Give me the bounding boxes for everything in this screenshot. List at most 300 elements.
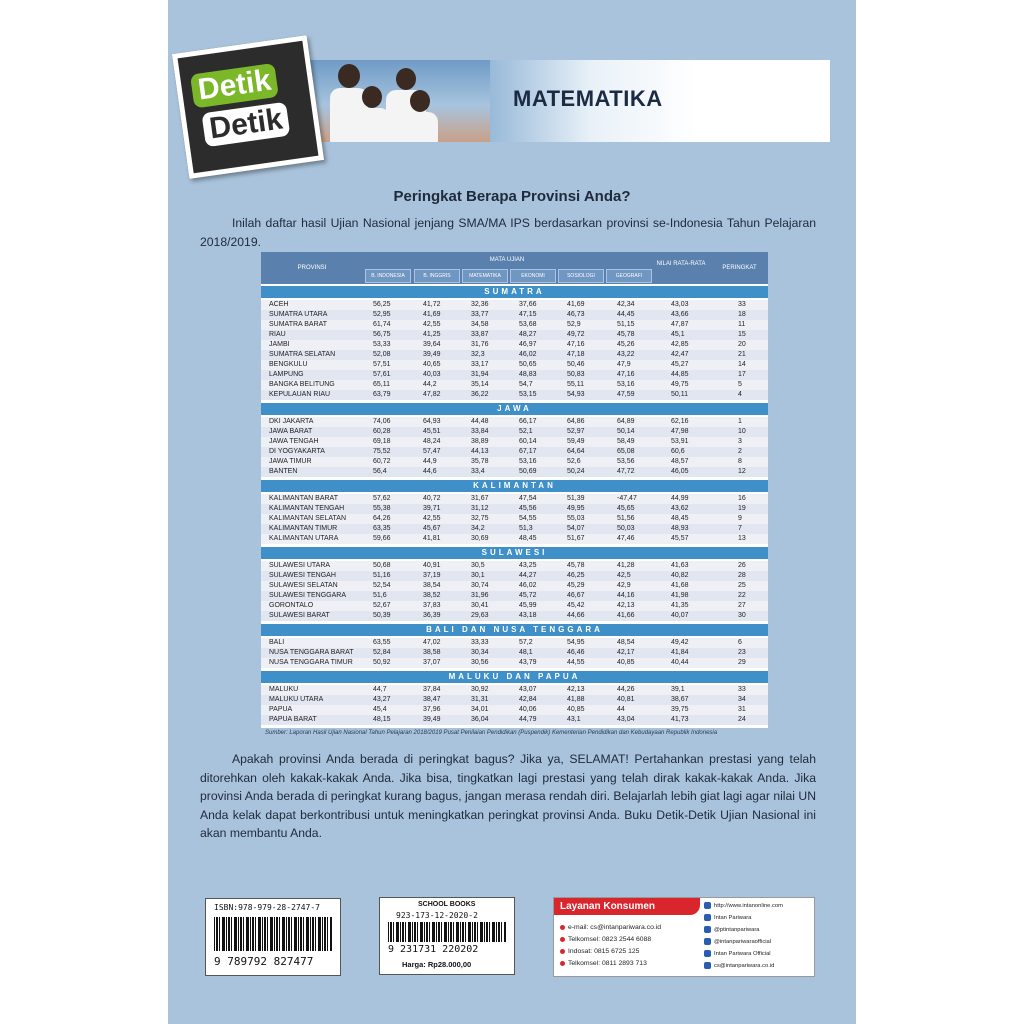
score-cell: 45,27 <box>671 361 689 368</box>
score-cell: 43,03 <box>671 301 689 308</box>
score-cell: 30,92 <box>471 686 489 693</box>
score-cell: 41,25 <box>423 331 441 338</box>
score-cell: 52,54 <box>373 582 391 589</box>
score-cell: 47,82 <box>423 391 441 398</box>
detik-detik-logo <box>172 35 324 179</box>
score-cell: 45,67 <box>423 525 441 532</box>
score-cell: 46,25 <box>567 572 585 579</box>
score-cell: 42,55 <box>423 321 441 328</box>
table-row <box>261 330 768 340</box>
score-cell: 38,52 <box>423 592 441 599</box>
score-cell: 53,91 <box>671 438 689 445</box>
score-cell: 57,61 <box>373 371 391 378</box>
score-cell: 35,14 <box>471 381 489 388</box>
score-cell: 31,76 <box>471 341 489 348</box>
score-cell: 46,02 <box>519 351 537 358</box>
province-name: SUMATRA UTARA <box>269 311 328 318</box>
score-cell: 39,1 <box>671 686 685 693</box>
score-cell: 50,69 <box>519 468 537 475</box>
score-cell: 39,49 <box>423 351 441 358</box>
score-cell: 50,39 <box>373 612 391 619</box>
score-cell: 33,77 <box>471 311 489 318</box>
score-cell: 51,16 <box>373 572 391 579</box>
score-cell: 4 <box>738 391 742 398</box>
subject-title: MATEMATIKA <box>513 86 663 111</box>
score-cell: 26 <box>738 562 746 569</box>
score-cell: 37,07 <box>423 659 441 666</box>
closing-paragraph: Apakah provinsi Anda berada di peringkat bagus? Jika ya, SELAMAT! Pertahankan prestasi yang telah ditorehkan oleh kakak-kakak Anda. Jika bisa, tingkatkan lagi prestasi yang telah dirak kakak-kakak Anda. Jika provinsi Anda berada di peringkat kurang bagus, jangan merasa rendah diri. Belajarlah lebih giat lagi agar nilai UN Anda kelak dapat berkontribusi untuk meningkatkan peringkat provinsi Anda. Buku Detik-Detik Ujian Nasional ini akan membantu Anda. <box>200 752 816 841</box>
score-cell: 33 <box>738 301 746 308</box>
score-cell: 41,35 <box>671 602 689 609</box>
table-row <box>261 715 768 725</box>
score-cell: 42,47 <box>671 351 689 358</box>
score-cell: 37,83 <box>423 602 441 609</box>
score-cell: 30,41 <box>471 602 489 609</box>
province-name: MALUKU <box>269 686 299 693</box>
score-cell: 50,92 <box>373 659 391 666</box>
score-cell: 30,34 <box>471 649 489 656</box>
score-cell: 47,18 <box>567 351 585 358</box>
score-cell: 47,54 <box>519 495 537 502</box>
province-name: KALIMANTAN TENGAH <box>269 505 345 512</box>
table-row <box>261 534 768 544</box>
score-cell: 40,82 <box>671 572 689 579</box>
province-name: SULAWESI UTARA <box>269 562 331 569</box>
score-cell: 45,42 <box>567 602 585 609</box>
header-peringkat: PERINGKAT <box>722 265 757 271</box>
score-cell: 11 <box>738 321 746 328</box>
score-cell: 51,56 <box>617 515 635 522</box>
province-name: GORONTALO <box>269 602 314 609</box>
school-barcode <box>379 897 515 975</box>
score-cell: 36,04 <box>471 716 489 723</box>
contact-line: Indosat: 0815 6725 125 <box>560 948 639 955</box>
score-cell: 42,55 <box>423 515 441 522</box>
score-cell: 33,84 <box>471 428 489 435</box>
score-cell: 53,68 <box>519 321 537 328</box>
phone-icon <box>560 925 565 930</box>
score-cell: 31,94 <box>471 371 489 378</box>
score-cell: 45,72 <box>519 592 537 599</box>
social-icon <box>704 962 711 969</box>
score-cell: 48,24 <box>423 438 441 445</box>
students-photo <box>300 60 490 142</box>
score-cell: 60,6 <box>671 448 685 455</box>
table-row <box>261 447 768 457</box>
score-cell: 16 <box>738 495 746 502</box>
score-cell: 44,55 <box>567 659 585 666</box>
score-cell: 64,64 <box>567 448 585 455</box>
score-cell: 50,24 <box>567 468 585 475</box>
score-cell: 48,45 <box>671 515 689 522</box>
table-row <box>261 467 768 477</box>
score-cell: 15 <box>738 331 746 338</box>
score-cell: 46,02 <box>519 582 537 589</box>
province-name: KALIMANTAN UTARA <box>269 535 339 542</box>
score-cell: 41,81 <box>423 535 441 542</box>
score-cell: 30,5 <box>471 562 485 569</box>
province-name: PAPUA <box>269 706 293 713</box>
table-row <box>261 705 768 715</box>
score-cell: 50,11 <box>671 391 688 398</box>
score-cell: 48,57 <box>671 458 689 465</box>
score-cell: 64,89 <box>617 418 635 425</box>
score-cell: 42,17 <box>617 649 635 656</box>
province-name: BANTEN <box>269 468 298 475</box>
score-cell: 42,84 <box>519 696 537 703</box>
table-source: Sumber: Laporan Hasil Ujian Nasional Tahun Pelajaran 2018/2019 Pusat Penilaian Pendidikan (Puspendik) Kementerian Pendidikan dan Kebudayaan Republik Indonesia <box>265 730 718 736</box>
score-cell: 64,26 <box>373 515 391 522</box>
province-name: SUMATRA SELATAN <box>269 351 336 358</box>
score-cell: 46,46 <box>567 649 585 656</box>
score-cell: 65,08 <box>617 448 635 455</box>
score-cell: 53,16 <box>617 381 635 388</box>
table-row <box>261 340 768 350</box>
score-cell: 38,89 <box>471 438 489 445</box>
score-cell: 45,65 <box>617 505 635 512</box>
score-cell: 62,16 <box>671 418 689 425</box>
score-cell: 66,17 <box>519 418 537 425</box>
score-cell: 52,67 <box>373 602 391 609</box>
score-cell: 36,22 <box>471 391 489 398</box>
table-row <box>261 648 768 658</box>
table-row <box>261 685 768 695</box>
customer-service-title: Layanan Konsumen <box>554 898 700 915</box>
table-row <box>261 457 768 467</box>
score-cell: 44,13 <box>471 448 489 455</box>
score-cell: 47,59 <box>617 391 635 398</box>
score-cell: 45,1 <box>671 331 685 338</box>
score-cell: 36,39 <box>423 612 441 619</box>
score-cell: 31,96 <box>471 592 489 599</box>
score-cell: 45,57 <box>671 535 689 542</box>
score-cell: 20 <box>738 341 746 348</box>
score-cell: 54,95 <box>567 639 585 646</box>
subject-header: MATEMATIKA <box>469 273 501 279</box>
score-cell: 24 <box>738 716 746 723</box>
score-cell: 43,66 <box>671 311 689 318</box>
score-cell: 45,51 <box>423 428 441 435</box>
social-icon <box>704 902 711 909</box>
score-cell: 40,03 <box>423 371 441 378</box>
social-line: @intanpariwaraofficial <box>704 938 771 945</box>
phone-icon <box>560 937 565 942</box>
score-cell: 33,87 <box>471 331 489 338</box>
score-cell: 51,39 <box>567 495 585 502</box>
score-cell: 30,56 <box>471 659 489 666</box>
score-cell: 57,62 <box>373 495 391 502</box>
score-cell: 43,18 <box>519 612 537 619</box>
score-cell: 53,56 <box>617 458 635 465</box>
score-cell: 10 <box>738 428 746 435</box>
social-icon <box>704 926 711 933</box>
province-name: KALIMANTAN TIMUR <box>269 525 338 532</box>
province-name: RIAU <box>269 331 286 338</box>
province-name: KEPULAUAN RIAU <box>269 391 331 398</box>
score-cell: 46,97 <box>519 341 537 348</box>
phone-icon <box>560 961 565 966</box>
score-cell: 56,75 <box>373 331 391 338</box>
score-cell: 48,83 <box>519 371 537 378</box>
score-cell: 40,85 <box>617 659 635 666</box>
results-table <box>261 252 768 728</box>
score-cell: 46,05 <box>671 468 689 475</box>
province-name: SULAWESI TENGAH <box>269 572 336 579</box>
social-icon <box>704 914 711 921</box>
score-cell: 3 <box>738 438 742 445</box>
score-cell: 44,7 <box>373 686 387 693</box>
score-cell: 39,75 <box>671 706 689 713</box>
province-name: KALIMANTAN BARAT <box>269 495 338 502</box>
score-cell: 22 <box>738 592 746 599</box>
score-cell: 42,13 <box>617 602 635 609</box>
table-row <box>261 638 768 648</box>
score-cell: 47,72 <box>617 468 635 475</box>
score-cell: 40,85 <box>567 706 585 713</box>
score-cell: 40,07 <box>671 612 689 619</box>
score-cell: 47,46 <box>617 535 635 542</box>
score-cell: 57,2 <box>519 639 533 646</box>
score-cell: 64,93 <box>423 418 441 425</box>
school-label: SCHOOL BOOKS <box>418 901 476 908</box>
social-line: @ptintanpariwara <box>704 926 760 933</box>
score-cell: 30,1 <box>471 572 485 579</box>
score-cell: 47,16 <box>617 371 635 378</box>
score-cell: 42,5 <box>617 572 631 579</box>
score-cell: 56,25 <box>373 301 391 308</box>
score-cell: 9 <box>738 515 742 522</box>
score-cell: 44,99 <box>671 495 689 502</box>
table-row <box>261 320 768 330</box>
contact-line: Telkomsel: 0823 2544 6088 <box>560 936 651 943</box>
score-cell: 29,63 <box>471 612 489 619</box>
score-cell: 35,78 <box>471 458 489 465</box>
score-cell: 38,58 <box>423 649 441 656</box>
table-row <box>261 427 768 437</box>
school-code: 923-173-12-2020-2 <box>396 911 478 920</box>
score-cell: 45,99 <box>519 602 537 609</box>
score-cell: 44,26 <box>617 686 635 693</box>
region-section-header: BALI DAN NUSA TENGGARA <box>261 624 768 636</box>
score-cell: 33,33 <box>471 639 489 646</box>
score-cell: 29 <box>738 659 746 666</box>
score-cell: 48,45 <box>519 535 537 542</box>
barcode-bars <box>214 917 332 951</box>
score-cell: 44,27 <box>519 572 537 579</box>
contact-line: Telkomsel: 0811 2893 713 <box>560 960 647 967</box>
score-cell: 43,04 <box>617 716 635 723</box>
province-name: LAMPUNG <box>269 371 304 378</box>
province-name: NUSA TENGGARA BARAT <box>269 649 354 656</box>
province-name: DI YOGYAKARTA <box>269 448 325 455</box>
score-cell: 30,69 <box>471 535 489 542</box>
score-cell: 54,55 <box>519 515 537 522</box>
score-cell: 37,96 <box>423 706 441 713</box>
score-cell: 75,52 <box>373 448 391 455</box>
score-cell: 44,79 <box>519 716 537 723</box>
score-cell: 38,54 <box>423 582 441 589</box>
region-section-header: JAWA <box>261 403 768 415</box>
table-row <box>261 360 768 370</box>
score-cell: 12 <box>738 468 746 475</box>
region-section-header: SUMATRA <box>261 286 768 298</box>
score-cell: 32,3 <box>471 351 485 358</box>
score-cell: 41,69 <box>423 311 441 318</box>
score-cell: 52,9 <box>567 321 581 328</box>
score-cell: 61,74 <box>373 321 391 328</box>
score-cell: 34,58 <box>471 321 489 328</box>
score-cell: 33 <box>738 686 746 693</box>
score-cell: 34,2 <box>471 525 485 532</box>
score-cell: 51,3 <box>519 525 533 532</box>
score-cell: 37,84 <box>423 686 441 693</box>
score-cell: 53,16 <box>519 458 537 465</box>
score-cell: 54,93 <box>567 391 585 398</box>
score-cell: 50,14 <box>617 428 635 435</box>
isbn-barcode <box>205 898 341 976</box>
score-cell: 37,66 <box>519 301 537 308</box>
score-cell: 58,49 <box>617 438 635 445</box>
score-cell: 51,67 <box>567 535 585 542</box>
score-cell: 47,02 <box>423 639 441 646</box>
school-digits: 9 231731 220202 <box>388 944 479 955</box>
score-cell: 48,27 <box>519 331 537 338</box>
score-cell: 25 <box>738 582 746 589</box>
score-cell: 69,18 <box>373 438 391 445</box>
table-row <box>261 524 768 534</box>
province-name: KALIMANTAN SELATAN <box>269 515 347 522</box>
score-cell: 52,6 <box>567 458 581 465</box>
table-row <box>261 310 768 320</box>
score-cell: 1 <box>738 418 742 425</box>
score-cell: 30,74 <box>471 582 489 589</box>
province-name: BANGKA BELITUNG <box>269 381 335 388</box>
score-cell: 52,95 <box>373 311 391 318</box>
province-name: ACEH <box>269 301 289 308</box>
school-price: Harga: Rp28.000,00 <box>402 960 472 969</box>
header-nilai: NILAI RATA-RATA <box>656 261 706 267</box>
score-cell: 28 <box>738 572 746 579</box>
score-cell: 37,19 <box>423 572 441 579</box>
score-cell: 41,72 <box>423 301 441 308</box>
province-name: BENGKULU <box>269 361 308 368</box>
score-cell: 41,69 <box>567 301 585 308</box>
province-name: JAWA TIMUR <box>269 458 312 465</box>
score-cell: 54,7 <box>519 381 533 388</box>
table-row <box>261 494 768 504</box>
score-cell: 43,27 <box>373 696 391 703</box>
score-cell: 53,33 <box>373 341 391 348</box>
score-cell: 44,66 <box>567 612 585 619</box>
score-cell: 49,75 <box>671 381 689 388</box>
score-cell: 6 <box>738 639 742 646</box>
score-cell: 42,13 <box>567 686 585 693</box>
score-cell: 40,72 <box>423 495 441 502</box>
score-cell: 41,28 <box>617 562 635 569</box>
score-cell: 47,16 <box>567 341 585 348</box>
score-cell: 34 <box>738 696 746 703</box>
score-cell: 48,1 <box>519 649 533 656</box>
score-cell: 50,03 <box>617 525 635 532</box>
score-cell: 54,07 <box>567 525 585 532</box>
score-cell: 40,44 <box>671 659 689 666</box>
school-barcode-bars <box>388 922 506 942</box>
score-cell: 45,4 <box>373 706 387 713</box>
score-cell: 60,14 <box>519 438 537 445</box>
score-cell: 17 <box>738 371 746 378</box>
score-cell: 64,86 <box>567 418 585 425</box>
table-row <box>261 591 768 601</box>
score-cell: 45,78 <box>567 562 585 569</box>
region-section-header: KALIMANTAN <box>261 480 768 492</box>
score-cell: 41,73 <box>671 716 689 723</box>
social-icon <box>704 950 711 957</box>
table-row <box>261 417 768 427</box>
score-cell: 57,47 <box>423 448 441 455</box>
table-row <box>261 611 768 621</box>
score-cell: 44,6 <box>423 468 437 475</box>
score-cell: 31,67 <box>471 495 489 502</box>
score-cell: 67,17 <box>519 448 537 455</box>
table-header <box>261 252 768 284</box>
score-cell: 43,07 <box>519 686 537 693</box>
score-cell: 44,45 <box>617 311 635 318</box>
subject-header: SOSIOLOGI <box>567 273 595 279</box>
score-cell: 42,85 <box>671 341 689 348</box>
score-cell: 44,85 <box>671 371 689 378</box>
score-cell: 40,91 <box>423 562 441 569</box>
score-cell: 43,22 <box>617 351 635 358</box>
score-cell: 13 <box>738 535 746 542</box>
isbn-label: ISBN:978-979-28-2747-7 <box>214 903 320 912</box>
score-cell: 23 <box>738 649 746 656</box>
score-cell: 46,73 <box>567 311 585 318</box>
header-provinsi: PROVINSI <box>297 265 327 271</box>
score-cell: 2 <box>738 448 742 455</box>
score-cell: 63,55 <box>373 639 391 646</box>
table-row <box>261 300 768 310</box>
score-cell: 44,16 <box>617 592 635 599</box>
score-cell: 39,49 <box>423 716 441 723</box>
score-cell: 52,1 <box>519 428 533 435</box>
customer-service-box <box>553 897 815 977</box>
table-row <box>261 581 768 591</box>
score-cell: 44 <box>617 706 625 713</box>
score-cell: 44,9 <box>423 458 437 465</box>
score-cell: 42,34 <box>617 301 635 308</box>
score-cell: 41,88 <box>567 696 585 703</box>
score-cell: 57,51 <box>373 361 391 368</box>
score-cell: 38,47 <box>423 696 441 703</box>
province-name: JAWA BARAT <box>269 428 313 435</box>
social-line: http://www.intanonline.com <box>704 902 783 909</box>
score-cell: 50,83 <box>567 371 585 378</box>
province-name: SUMATRA BARAT <box>269 321 328 328</box>
score-cell: 32,75 <box>471 515 489 522</box>
score-cell: 65,11 <box>373 381 390 388</box>
table-row <box>261 380 768 390</box>
score-cell: 52,08 <box>373 351 391 358</box>
score-cell: 14 <box>738 361 746 368</box>
table-row <box>261 350 768 360</box>
score-cell: 49,42 <box>671 639 689 646</box>
province-name: PAPUA BARAT <box>269 716 317 723</box>
score-cell: 45,26 <box>617 341 635 348</box>
score-cell: 52,84 <box>373 649 391 656</box>
score-cell: 55,03 <box>567 515 585 522</box>
score-cell: -47,47 <box>617 495 637 502</box>
score-cell: 52,97 <box>567 428 585 435</box>
